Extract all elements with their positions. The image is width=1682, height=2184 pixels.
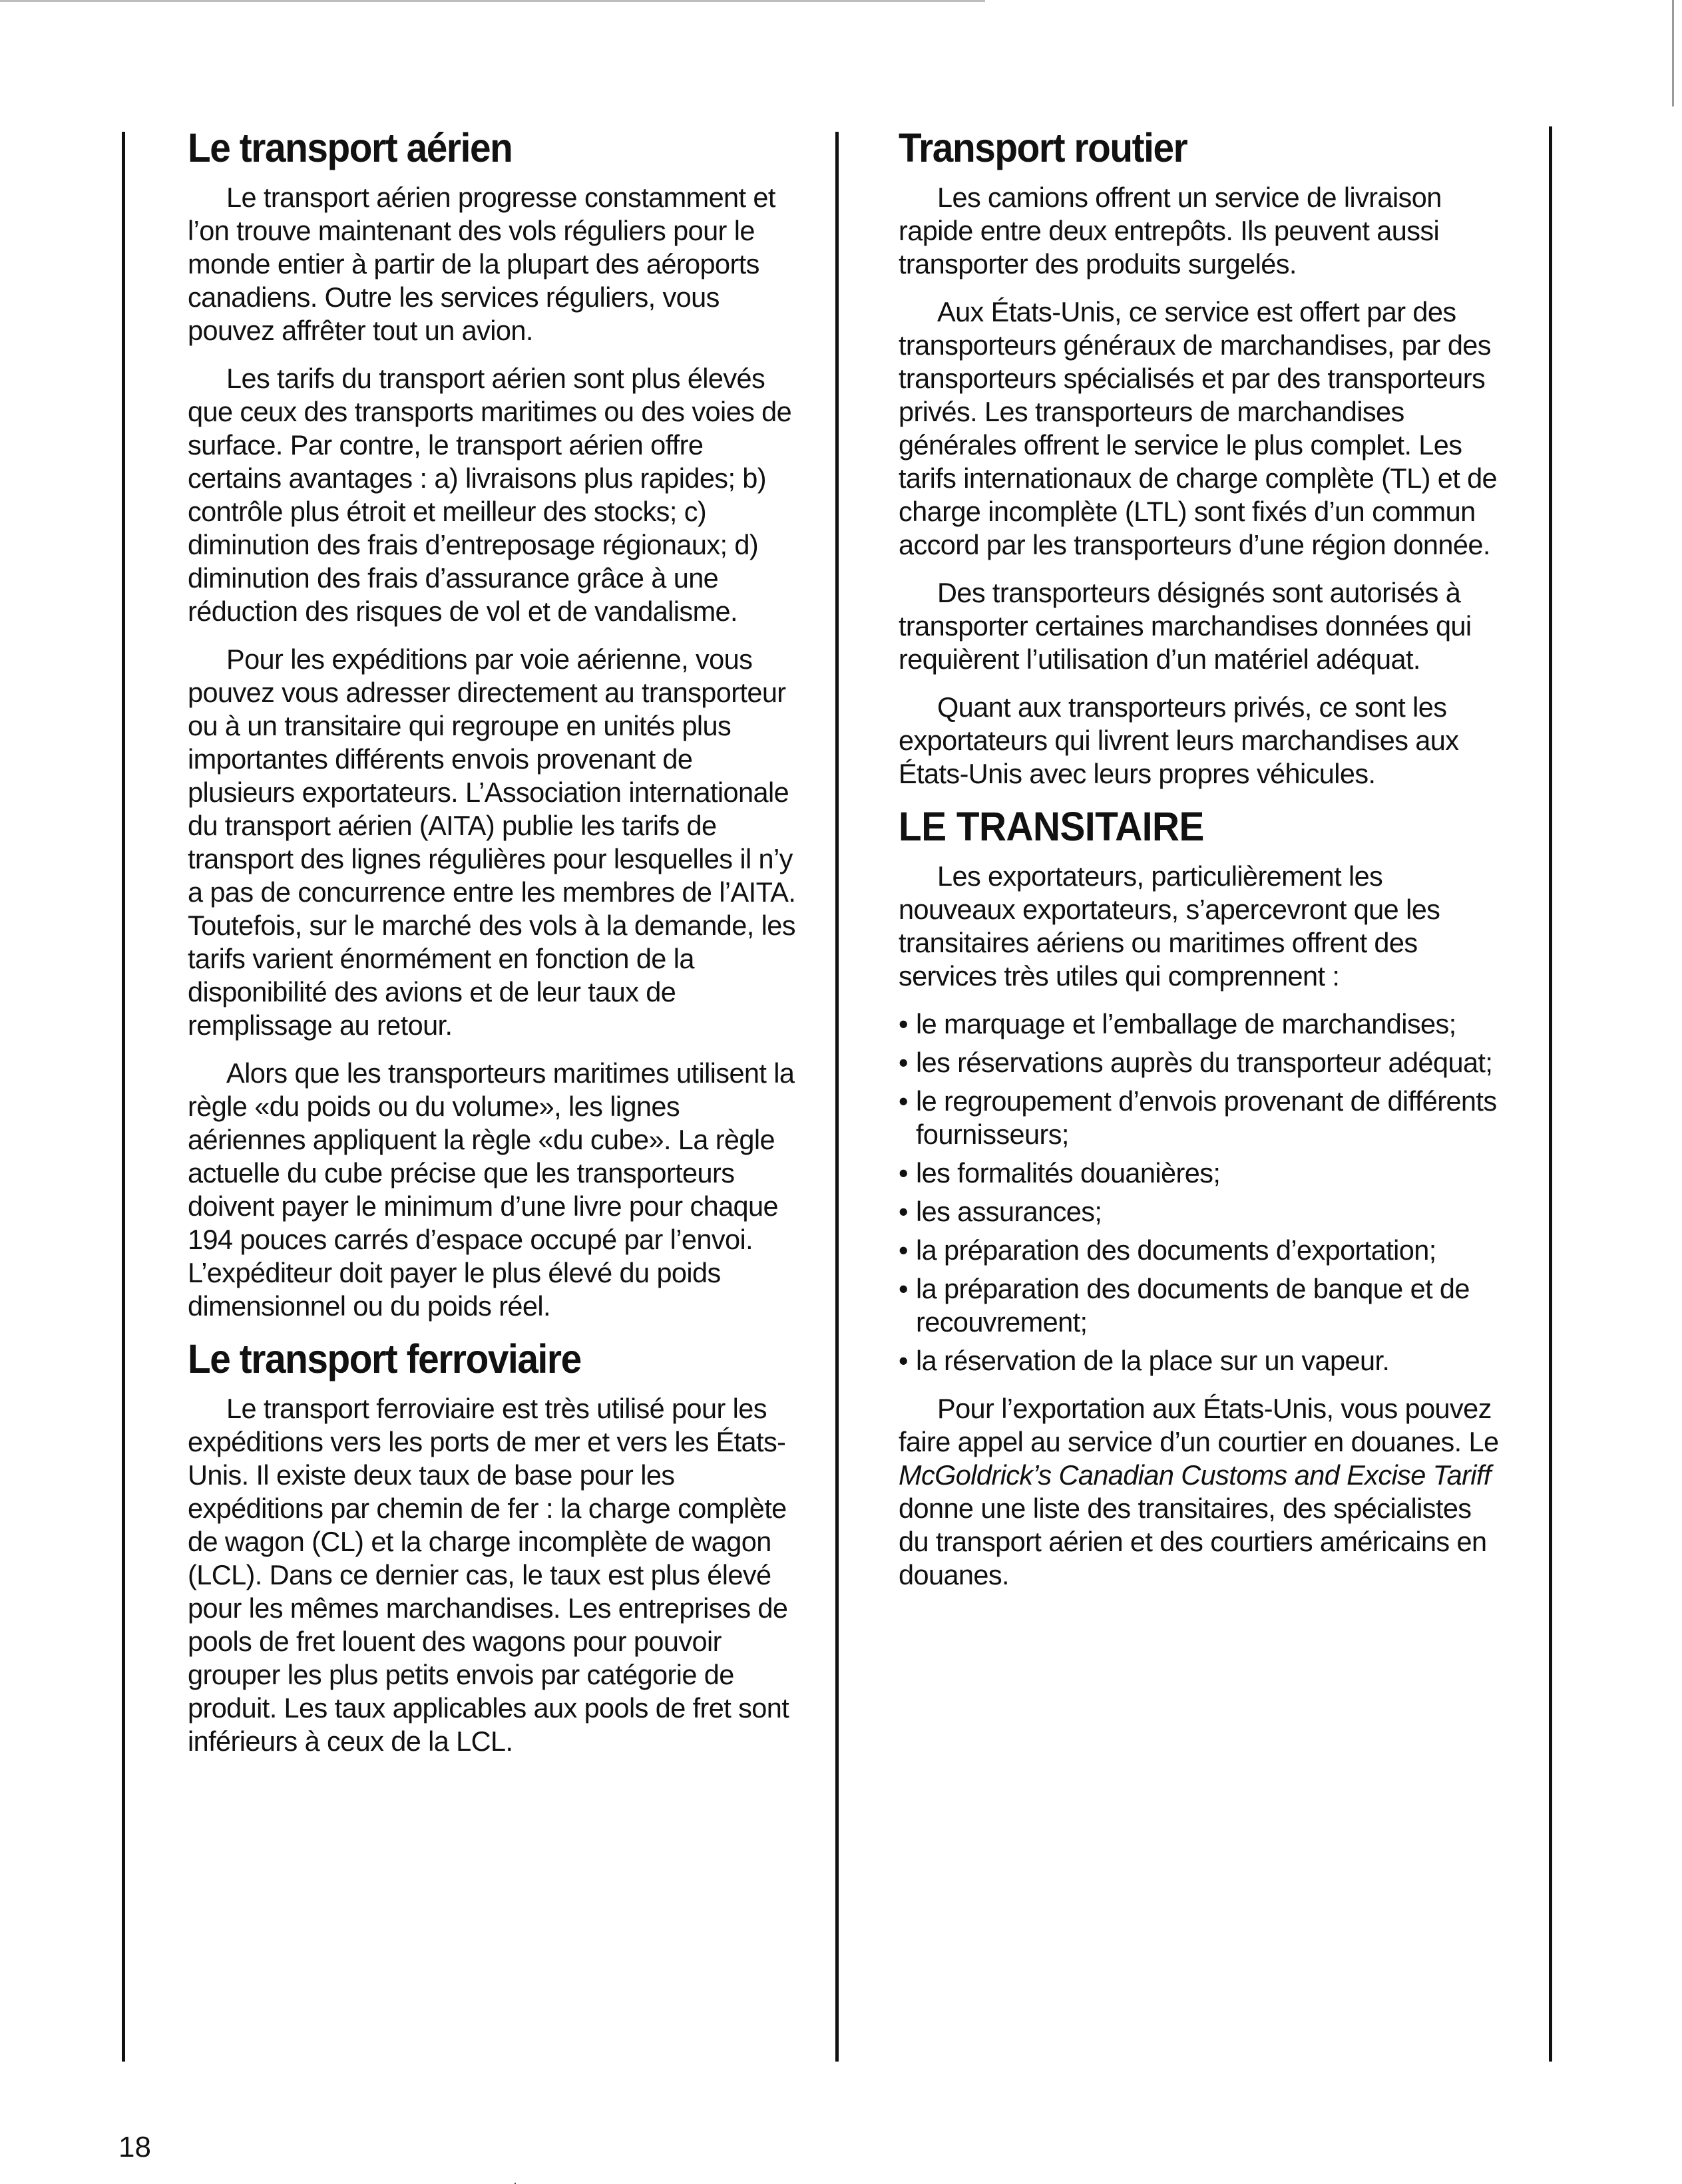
scan-top-edge xyxy=(0,0,985,2)
heading-forwarder: LE TRANSITAIRE xyxy=(899,803,1204,849)
section-rail-transport xyxy=(188,1338,800,1758)
right-column xyxy=(899,126,1504,1606)
road-paragraph-1: Les camions offrent un service de livraison rapide entre deux entrepôts. Ils peuvent aussi transporter des produits surgelés. xyxy=(899,181,1442,279)
list-item: • les assurances; xyxy=(899,1195,1504,1228)
air-paragraph-2: Les tarifs du transport aérien sont plus élevés que ceux des transports maritimes ou des voies de surface. Par contre, le transport aérien offre certains avantages : a) livraisons plus rapides; b) contrôle plus étroit et meilleur des stocks; c) diminution des frais d’entreposage régionaux; d) diminution des frais d’assurance grâce à une réduction des risques de vol et de vandalisme. xyxy=(188,362,792,627)
section-road-transport xyxy=(899,126,1504,791)
closing-text-start: Pour l’exportation aux États-Unis, vous pouvez faire appel au service d’un courtier en douanes. Le xyxy=(899,1392,1499,1457)
page-number: 18 xyxy=(118,2131,151,2163)
air-paragraph-4: Alors que les transporteurs maritimes utilisent la règle «du poids ou du volume», les lignes aériennes appliquent la règle «du cube». La règle actuelle du cube précise que les transporteurs doivent payer le minimum d’une livre pour chaque 194 pouces carrés d’espace occupé par l’envoi. L’expéditeur doit payer le plus élevé du poids dimensionnel ou du poids réel. xyxy=(188,1057,795,1322)
air-paragraph-3: Pour les expéditions par voie aérienne, vous pouvez vous adresser directement au transporteur ou à un transitaire qui regroupe en unités plus importantes différents envois provenant de plusieurs exportateurs. L’Association internationale du transport aérien (AITA) publie les tarifs de transport des lignes régulières pour lesquelles il n’y a pas de concurrence entre les membres de l’AITA. Toutefois, sur le marché des vols à la demande, les tarifs varient énormément en fonction de la disponibilité des avions et de leur taux de remplissage au retour. xyxy=(188,643,796,1041)
forwarder-services-list xyxy=(899,1007,1504,1377)
list-item: • la préparation des documents de banque et de recouvrement; xyxy=(899,1272,1504,1339)
list-item: • les réservations auprès du transporteur adéquat; xyxy=(899,1046,1504,1079)
forwarder-intro: Les exportateurs, particulièrement les nouveaux exportateurs, s’apercevront que les transitaires aériens ou maritimes offrent des services très utiles qui comprennent : xyxy=(899,860,1440,992)
list-item: • la préparation des documents d’exportation; xyxy=(899,1234,1504,1267)
section-air-transport xyxy=(188,126,800,1323)
heading-road-transport: Transport routier xyxy=(899,125,1187,170)
rail-paragraph-1: Le transport ferroviaire est très utilisé pour les expéditions vers les ports de mer et vers les États-Unis. Il existe deux taux de base pour les expéditions par chemin de fer : la charge complète de wagon (CL) et la charge incomplète de wagon (LCL). Dans ce dernier cas, le taux est plus élevé pour les mêmes marchandises. Les entreprises de pools de fret louent des wagons pour pouvoir grouper les plus petits envois par catégorie de produit. Les taux applicables aux pools de fret sont inférieurs à ceux de la LCL. xyxy=(188,1392,789,1757)
heading-air-transport: Le transport aérien xyxy=(188,125,513,170)
road-paragraph-2: Aux États-Unis, ce service est offert par des transporteurs généraux de marchandises, par des transporteurs spécialisés et par des transporteurs privés. Les transporteurs de marchandises générales offrent le service le plus complet. Les tarifs internationaux de charge complète (TL) et de charge incomplète (LTL) sont fixés d’un commun accord par les transporteurs d’une région donnée. xyxy=(899,295,1498,560)
left-column-rule xyxy=(122,132,125,2062)
heading-rail-transport: Le transport ferroviaire xyxy=(188,1336,581,1381)
section-forwarder xyxy=(899,805,1504,1592)
closing-text-end: donne une liste des transitaires, des spécialistes du transport aérien et des courtiers américains en douanes. xyxy=(899,1492,1487,1590)
left-column xyxy=(188,126,800,1773)
road-paragraph-3: Des transporteurs désignés sont autorisés à transporter certaines marchandises données qui requièrent l’utilisation d’un matériel adéquat. xyxy=(899,576,1472,675)
publication-title: McGoldrick’s Canadian Customs and Excise Tariff xyxy=(899,1459,1491,1491)
middle-column-rule xyxy=(835,132,839,2062)
scan-right-edge xyxy=(1672,0,1674,106)
list-item: • les formalités douanières; xyxy=(899,1157,1504,1190)
road-paragraph-4: Quant aux transporteurs privés, ce sont les exportateurs qui livrent leurs marchandises aux États-Unis avec leurs propres véhicules. xyxy=(899,691,1459,789)
right-column-rule xyxy=(1549,126,1552,2062)
list-item: • la réservation de la place sur un vapeur. xyxy=(899,1344,1504,1377)
list-item: • le regroupement d’envois provenant de différents fournisseurs; xyxy=(899,1085,1504,1151)
list-item: • le marquage et l’emballage de marchandises; xyxy=(899,1007,1504,1041)
air-paragraph-1: Le transport aérien progresse constamment et l’on trouve maintenant des vols réguliers pour le monde entier à partir de la plupart des aéroports canadiens. Outre les services réguliers, vous pouvez affrêter tout un avion. xyxy=(188,181,775,346)
forwarder-closing xyxy=(899,1392,1504,1592)
